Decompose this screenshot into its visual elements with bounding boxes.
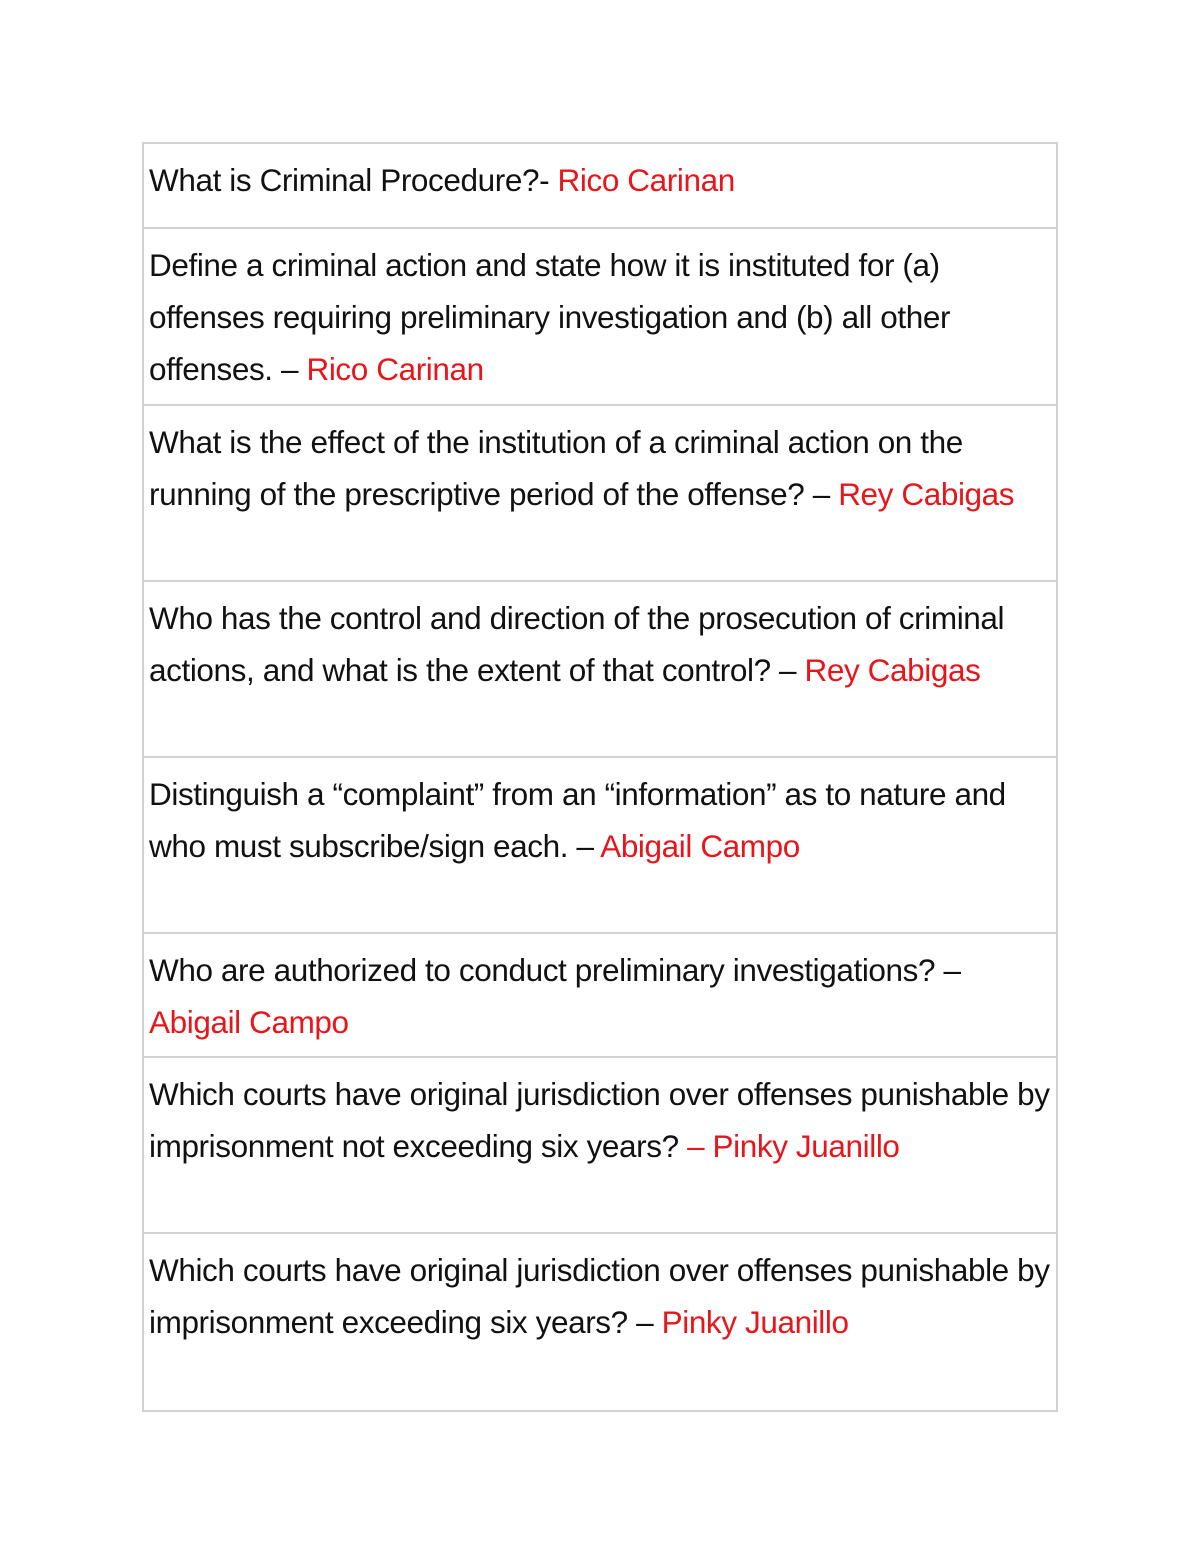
table-row bbox=[144, 934, 1056, 1058]
table-row bbox=[144, 144, 1056, 229]
table-row bbox=[144, 582, 1056, 758]
questions-table bbox=[142, 142, 1058, 1412]
table-row bbox=[144, 229, 1056, 406]
assignee-name: Abigail Campo bbox=[600, 828, 800, 864]
assignee-name: Abigail Campo bbox=[149, 1004, 349, 1040]
assignee-name: Rico Carinan bbox=[306, 351, 484, 387]
table-row bbox=[144, 758, 1056, 934]
table-row bbox=[144, 1234, 1056, 1412]
question-text: Which courts have original jurisdiction over offenses punishable by imprisonment not exceeding six years? bbox=[149, 1076, 1050, 1164]
table-row bbox=[144, 1058, 1056, 1234]
question-text: Who has the control and direction of the prosecution of criminal actions, and what is the extent of that control? – bbox=[149, 600, 1005, 688]
question-text: Which courts have original jurisdiction over offenses punishable by imprisonment exceeding six years? – bbox=[149, 1252, 1050, 1340]
assignee-name: Pinky Juanillo bbox=[661, 1304, 849, 1340]
assignee-name: Rey Cabigas bbox=[838, 476, 1015, 512]
assignee-name: Rey Cabigas bbox=[804, 652, 981, 688]
question-text: Who are authorized to conduct preliminary investigations? – bbox=[149, 952, 961, 988]
assignee-name: – Pinky Juanillo bbox=[687, 1128, 900, 1164]
assignee-name: Rico Carinan bbox=[557, 162, 735, 198]
question-text: What is Criminal Procedure?- bbox=[149, 162, 558, 198]
table-row bbox=[144, 406, 1056, 582]
question-text: Define a criminal action and state how it is instituted for (a) offenses requiring preliminary investigation and (b) all other offenses. – bbox=[149, 247, 951, 387]
question-text: What is the effect of the institution of a criminal action on the running of the prescriptive period of the offense? – bbox=[149, 424, 963, 512]
question-text: Distinguish a “complaint” from an “information” as to nature and who must subscribe/sign each. – bbox=[149, 776, 1006, 864]
